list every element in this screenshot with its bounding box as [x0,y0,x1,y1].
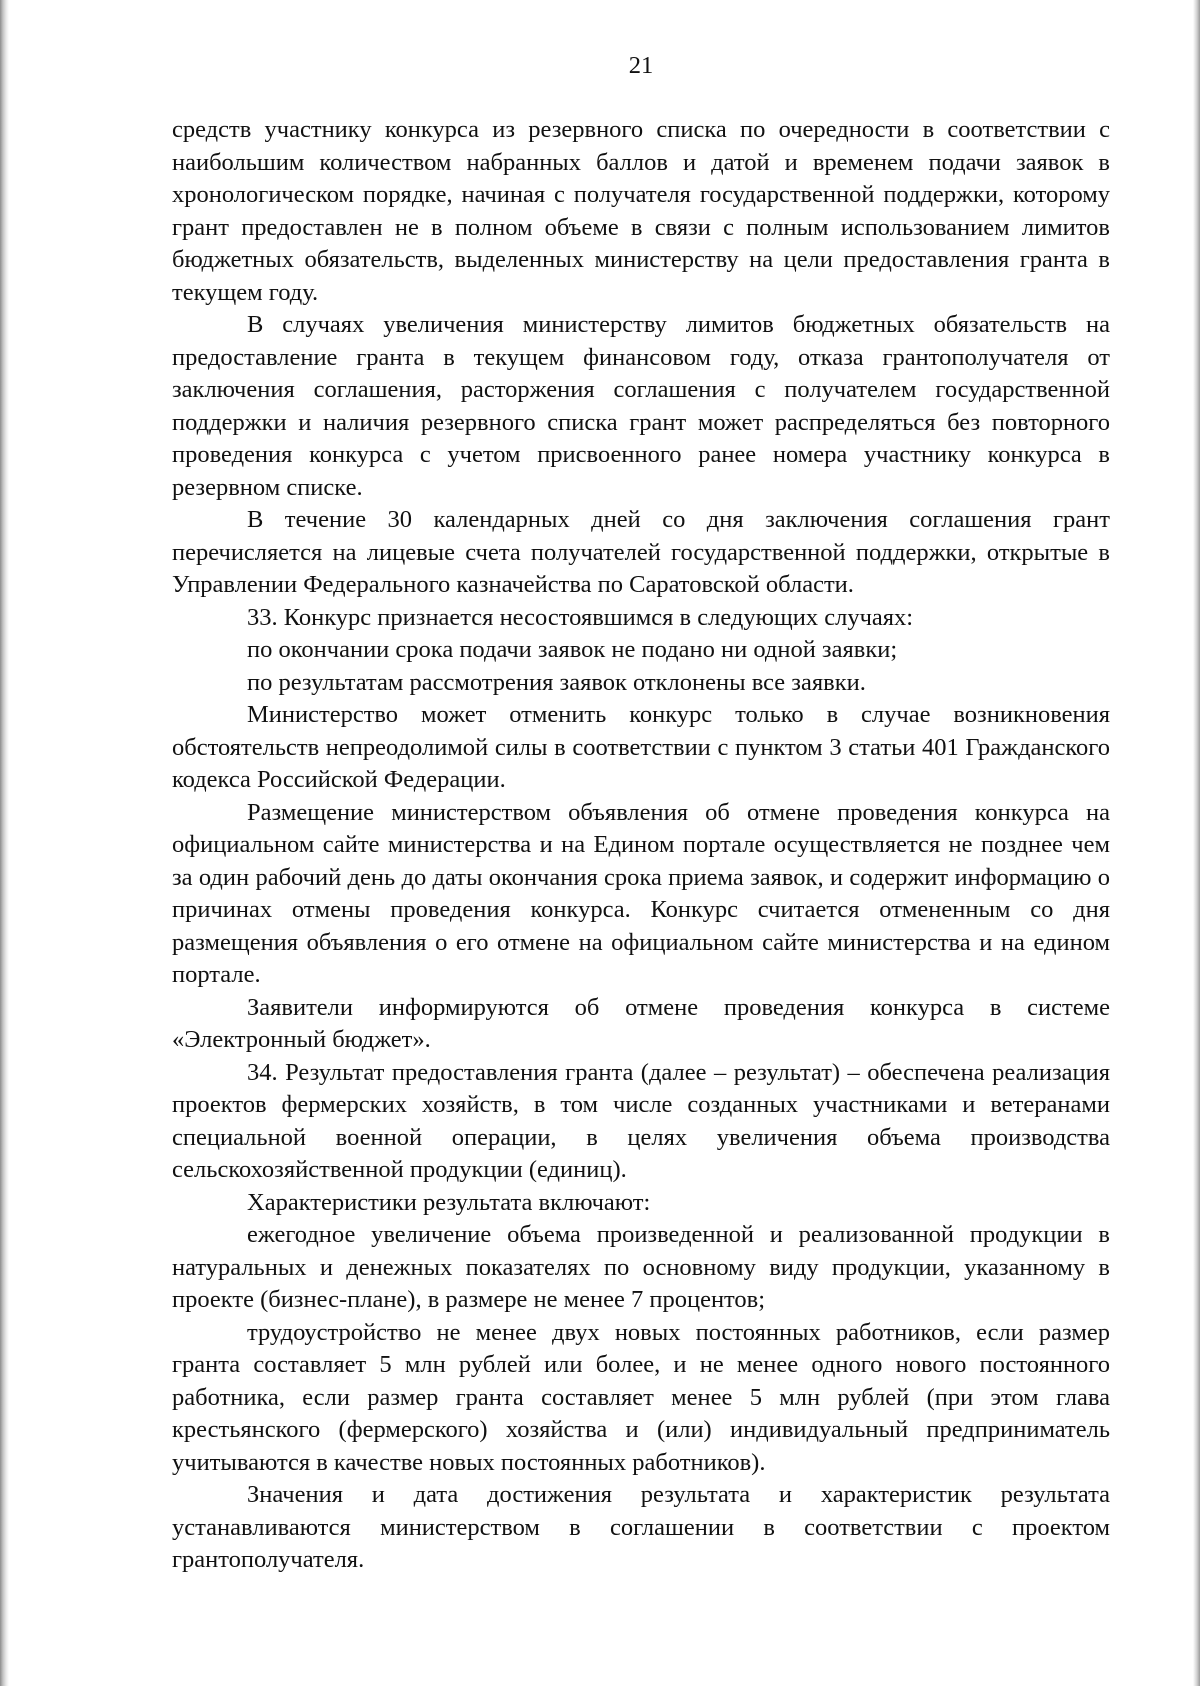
paragraph-values-and-dates: Значения и дата достижения результата и характеристик результата устанавливаются министерством в соглашении в соответствии с проектом грантополучателя. [172,1481,1110,1573]
paragraph-limits-increase: В случаях увеличения министерству лимитов бюджетных обязательств на предоставление гранта в текущем финансовом году, отказа грантополучателя от заключения соглашения, расторжения соглашения с получателем государственной поддержки и наличия резервного списка грант может распределяться без повторного проведения конкурса с учетом присвоенного ранее номера участнику конкурса в резервном списке. [172,311,1110,501]
paragraph-no-applications: по окончании срока подачи заявок не подано ни одной заявки; [247,636,898,663]
scan-edge-left [0,0,9,1686]
paragraph-continuation: средств участнику конкурса из резервного списка по очередности в соответствии с наибольшим количеством набранных баллов и датой и временем подачи заявок в хронологическом порядке, начиная с получателя государственной поддержки, которому грант предоставлен не в полном объеме в связи с полным использованием лимитов бюджетных обязательств, выделенных министерству на цели предоставления гранта в текущем году. [172,116,1110,306]
document-page [172,50,1110,1577]
paragraph-applicants-informed: Заявители информируются об отмене проведения конкурса в системе «Электронный бюджет». [172,993,1110,1053]
scan-edge-right [1193,0,1200,1686]
paragraph-item-33: 33. Конкурс признается несостоявшимся в следующих случаях: [247,603,914,631]
page-number: 21 [628,52,654,79]
paragraph-item-34: 34. Результат предоставления гранта (далее – результат) – обеспечена реализация проектов фермерских хозяйств, в том числе созданных участниками и ветеранами специальной военной операции, в целях увеличения объема производства сельскохозяйственной продукции (единиц). [172,1058,1110,1183]
paragraph-employment: трудоустройство не менее двух новых постоянных работников, если размер гранта составляет 5 млн рублей или более, и не менее одного нового постоянного работника, если размер гранта составляет менее 5 млн рублей (при этом глава крестьянского (фермерского) хозяйства и (или) индивидуальный предприниматель учитываются в качестве новых постоянных работников). [172,1318,1110,1476]
paragraph-cancellation-notice: Размещение министерством объявления об отмене проведения конкурса на официальном сайте министерства и на Едином портале осуществляется не позднее чем за один рабочий день до даты окончания срока приема заявок, и содержит информацию о причинах отмены проведения конкурса. Конкурс считается отмененным со дня размещения объявления о его отмене на официальном сайте министерства и на едином портале. [172,798,1110,988]
paragraph-result-characteristics: Характеристики результата включают: [247,1188,651,1216]
paragraph-transfer-term: В течение 30 календарных дней со дня заключения соглашения грант перечисляется на лицевые счета получателей государственной поддержки, открытые в Управлении Федерального казначейства по Саратовской области. [172,506,1110,598]
paragraph-all-rejected: по результатам рассмотрения заявок отклонены все заявки. [247,668,866,696]
paragraph-force-majeure: Министерство может отменить конкурс только в случае возникновения обстоятельств непреодолимой силы в соответствии с пунктом 3 статьи 401 Гражданского кодекса Российской Федерации. [172,701,1110,793]
paragraph-annual-increase: ежегодное увеличение объема произведенной и реализованной продукции в натуральных и денежных показателях по основному виду продукции, указанному в проекте (бизнес-плане), в размере не менее 7 процентов; [172,1221,1110,1313]
